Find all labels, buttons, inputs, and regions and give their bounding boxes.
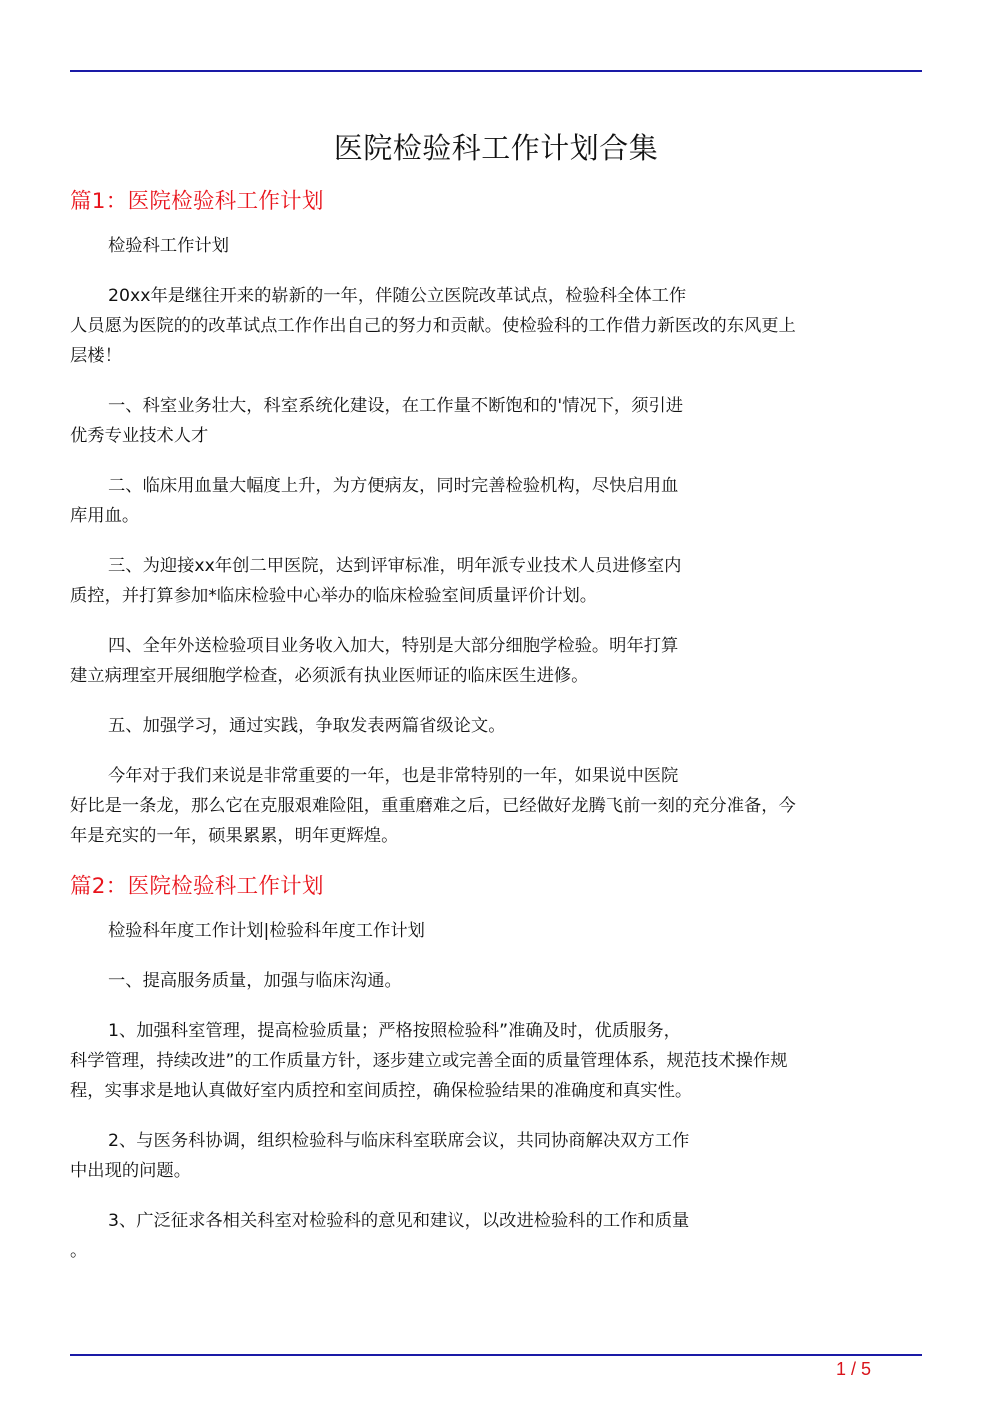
section-heading: 篇2：医院检验科工作计划 (70, 874, 324, 899)
paragraph (70, 1016, 915, 1106)
text-line: 优秀专业技术人才 (70, 426, 209, 446)
text-line: 1、加强科室管理，提高检验质量；严格按照检验科”准确及时，优质服务， (108, 1021, 681, 1041)
section-2 (70, 871, 915, 1266)
text-line: 库用血。 (70, 506, 140, 526)
paragraph (70, 391, 915, 451)
text-line: 。 (70, 1241, 88, 1261)
text-line: 四、全年外送检验项目业务收入加大，特别是大部分细胞学检验。明年打算 (108, 636, 679, 656)
section-heading: 篇1：医院检验科工作计划 (70, 189, 324, 214)
text-line: 检验科年度工作计划|检验科年度工作计划 (108, 921, 425, 941)
page-number: 1 / 5 (836, 1359, 872, 1379)
paragraph (70, 631, 915, 691)
paragraph (70, 966, 915, 996)
text-line: 程，实事求是地认真做好室内质控和室间质控，确保检验结果的准确度和真实性。 (70, 1081, 693, 1101)
paragraph (70, 231, 915, 261)
paragraph (70, 1126, 915, 1186)
text-line: 年是充实的一年，硕果累累，明年更辉煌。 (70, 826, 399, 846)
section-1 (70, 186, 915, 851)
paragraph (70, 1206, 915, 1266)
text-line: 人员愿为医院的的改革试点工作作出自己的努力和贡献。使检验科的工作借力新医改的东风更上 (70, 316, 796, 336)
text-line: 层楼！ (70, 346, 122, 366)
paragraph (70, 711, 915, 741)
text-line: 建立病理室开展细胞学检查，必须派有执业医师证的临床医生进修。 (70, 666, 589, 686)
text-line: 二、临床用血量大幅度上升，为方便病友，同时完善检验机构，尽快启用血 (108, 476, 679, 496)
paragraph (70, 551, 915, 611)
paragraph (70, 281, 915, 371)
footer-rule (70, 1354, 922, 1356)
text-line: 科学管理，持续改进”的工作质量方针，逐步建立或完善全面的质量管理体系，规范技术操作规 (70, 1051, 788, 1071)
header-rule (70, 70, 922, 72)
text-line: 一、科室业务壮大，科室系统化建设，在工作量不断饱和的'情况下，须引进 (108, 396, 684, 416)
text-line: 检验科工作计划 (108, 236, 229, 256)
text-line: 一、提高服务质量，加强与临床沟通。 (108, 971, 402, 991)
document-body (70, 186, 915, 1286)
text-line: 五、加强学习，通过实践，争取发表两篇省级论文。 (108, 716, 506, 736)
paragraph (70, 761, 915, 851)
text-line: 中出现的问题。 (70, 1161, 191, 1181)
paragraph (70, 471, 915, 531)
text-line: 2、与医务科协调，组织检验科与临床科室联席会议，共同协商解决双方工作 (108, 1131, 690, 1151)
text-line: 质控，并打算参加*临床检验中心举办的临床检验室间质量评价计划。 (70, 586, 598, 606)
text-line: 三、为迎接xx年创二甲医院，达到评审标准，明年派专业技术人员进修室内 (108, 556, 682, 576)
text-line: 好比是一条龙，那么它在克服艰难险阻，重重磨难之后，已经做好龙腾飞前一刻的充分准备，今 (70, 796, 796, 816)
paragraph (70, 916, 915, 946)
text-line: 3、广泛征求各相关科室对检验科的意见和建议，以改进检验科的工作和质量 (108, 1211, 690, 1231)
document-title: 医院检验科工作计划合集 (333, 131, 659, 165)
text-line: 今年对于我们来说是非常重要的一年，也是非常特别的一年，如果说中医院 (108, 766, 679, 786)
text-line: 20xx年是继往开来的崭新的一年，伴随公立医院改革试点，检验科全体工作 (108, 286, 687, 306)
